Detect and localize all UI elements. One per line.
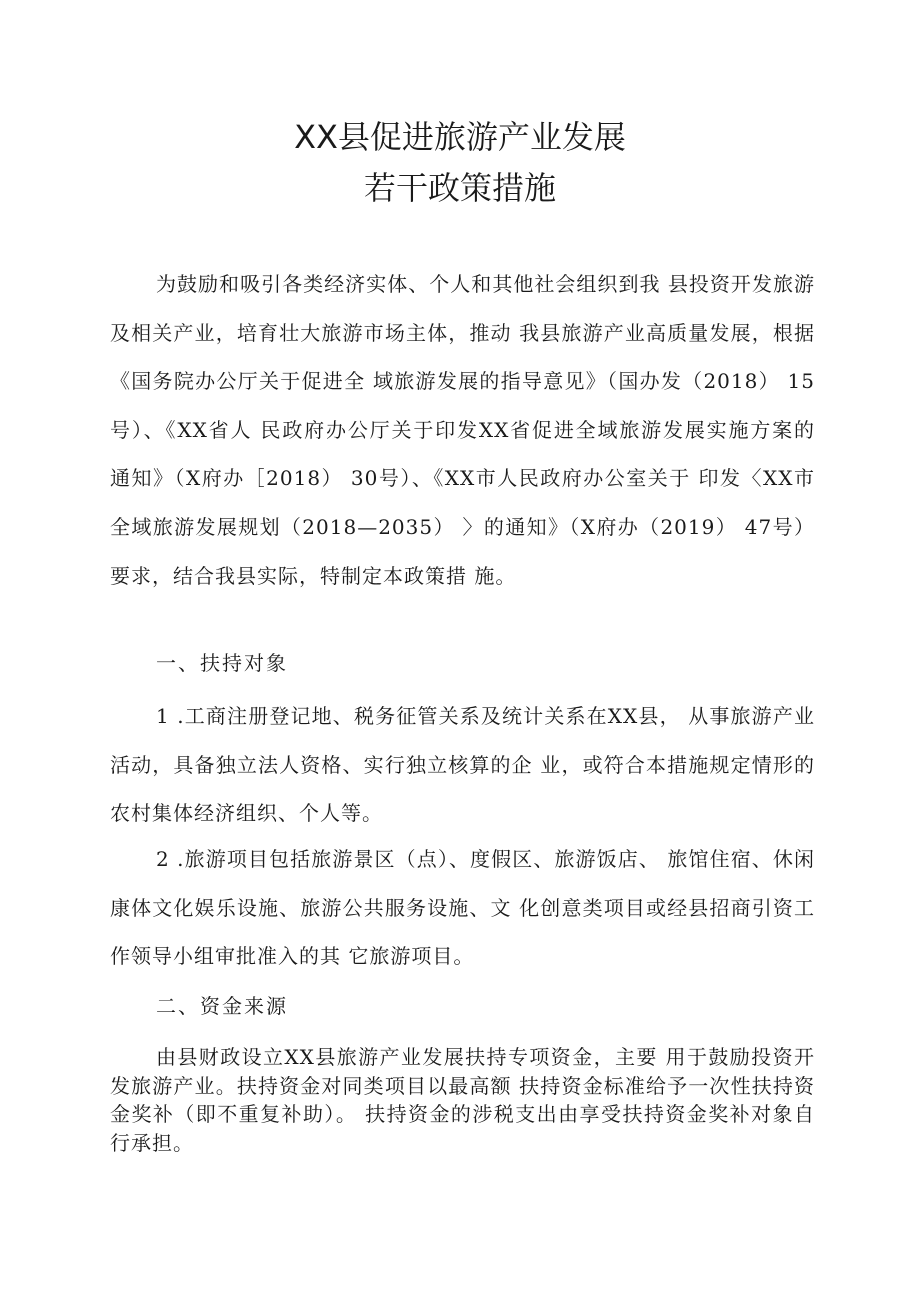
document-title-line-1: XX县促进旅游产业发展 xyxy=(294,118,626,156)
support-target-item-2: 2 .旅游项目包括旅游景区（点）、度假区、旅游饭店、 旅馆住宿、休闲康体文化娱乐设施、旅游公共服务设施、文 化创意类项目或经县招商引资工作领导小组审批准入的其 它旅游项目。 xyxy=(110,847,815,969)
intro-paragraph: 为鼓励和吸引各类经济实体、个人和其他社会组织到我 县投资开发旅游及相关产业，培育壮大旅游市场主体，推动 我县旅游产业高质量发展，根据《国务院办公厅关于促进全 域旅游发展的指导意见》（国办发（2018） 15号）、《XX省人 民政府办公厅关于印发XX省促进全域旅游发展实施方案的 通知》（X府办［2018） 30号）、《XX市人民政府办公室关于 印发〈XX市全域旅游发展规划（2018—2035） 〉的通知》（X府办（2019） 47号）要求，结合我县实际，特制定本政策措 施。 xyxy=(110,272,815,588)
support-target-item-1: 1 .工商注册登记地、税务征管关系及统计关系在XX县， 从事旅游产业活动，具备独立法人资格、实行独立核算的企 业，或符合本措施规定情形的农村集体经济组织、个人等。 xyxy=(110,704,815,826)
section-heading-support-targets: 一、扶持对象 xyxy=(156,651,288,675)
section-heading-fund-source: 二、资金来源 xyxy=(156,994,288,1018)
document-title-line-2: 若干政策措施 xyxy=(363,169,556,207)
fund-source-paragraph: 由县财政设立XX县旅游产业发展扶持专项资金，主要 用于鼓励投资开发旅游产业。扶持资金对同类项目以最高额 扶持资金标准给予一次性扶持资金奖补（即不重复补助）。 扶持资金的涉税支出由享受扶持资金奖补对象自行承担。 xyxy=(110,1045,815,1155)
